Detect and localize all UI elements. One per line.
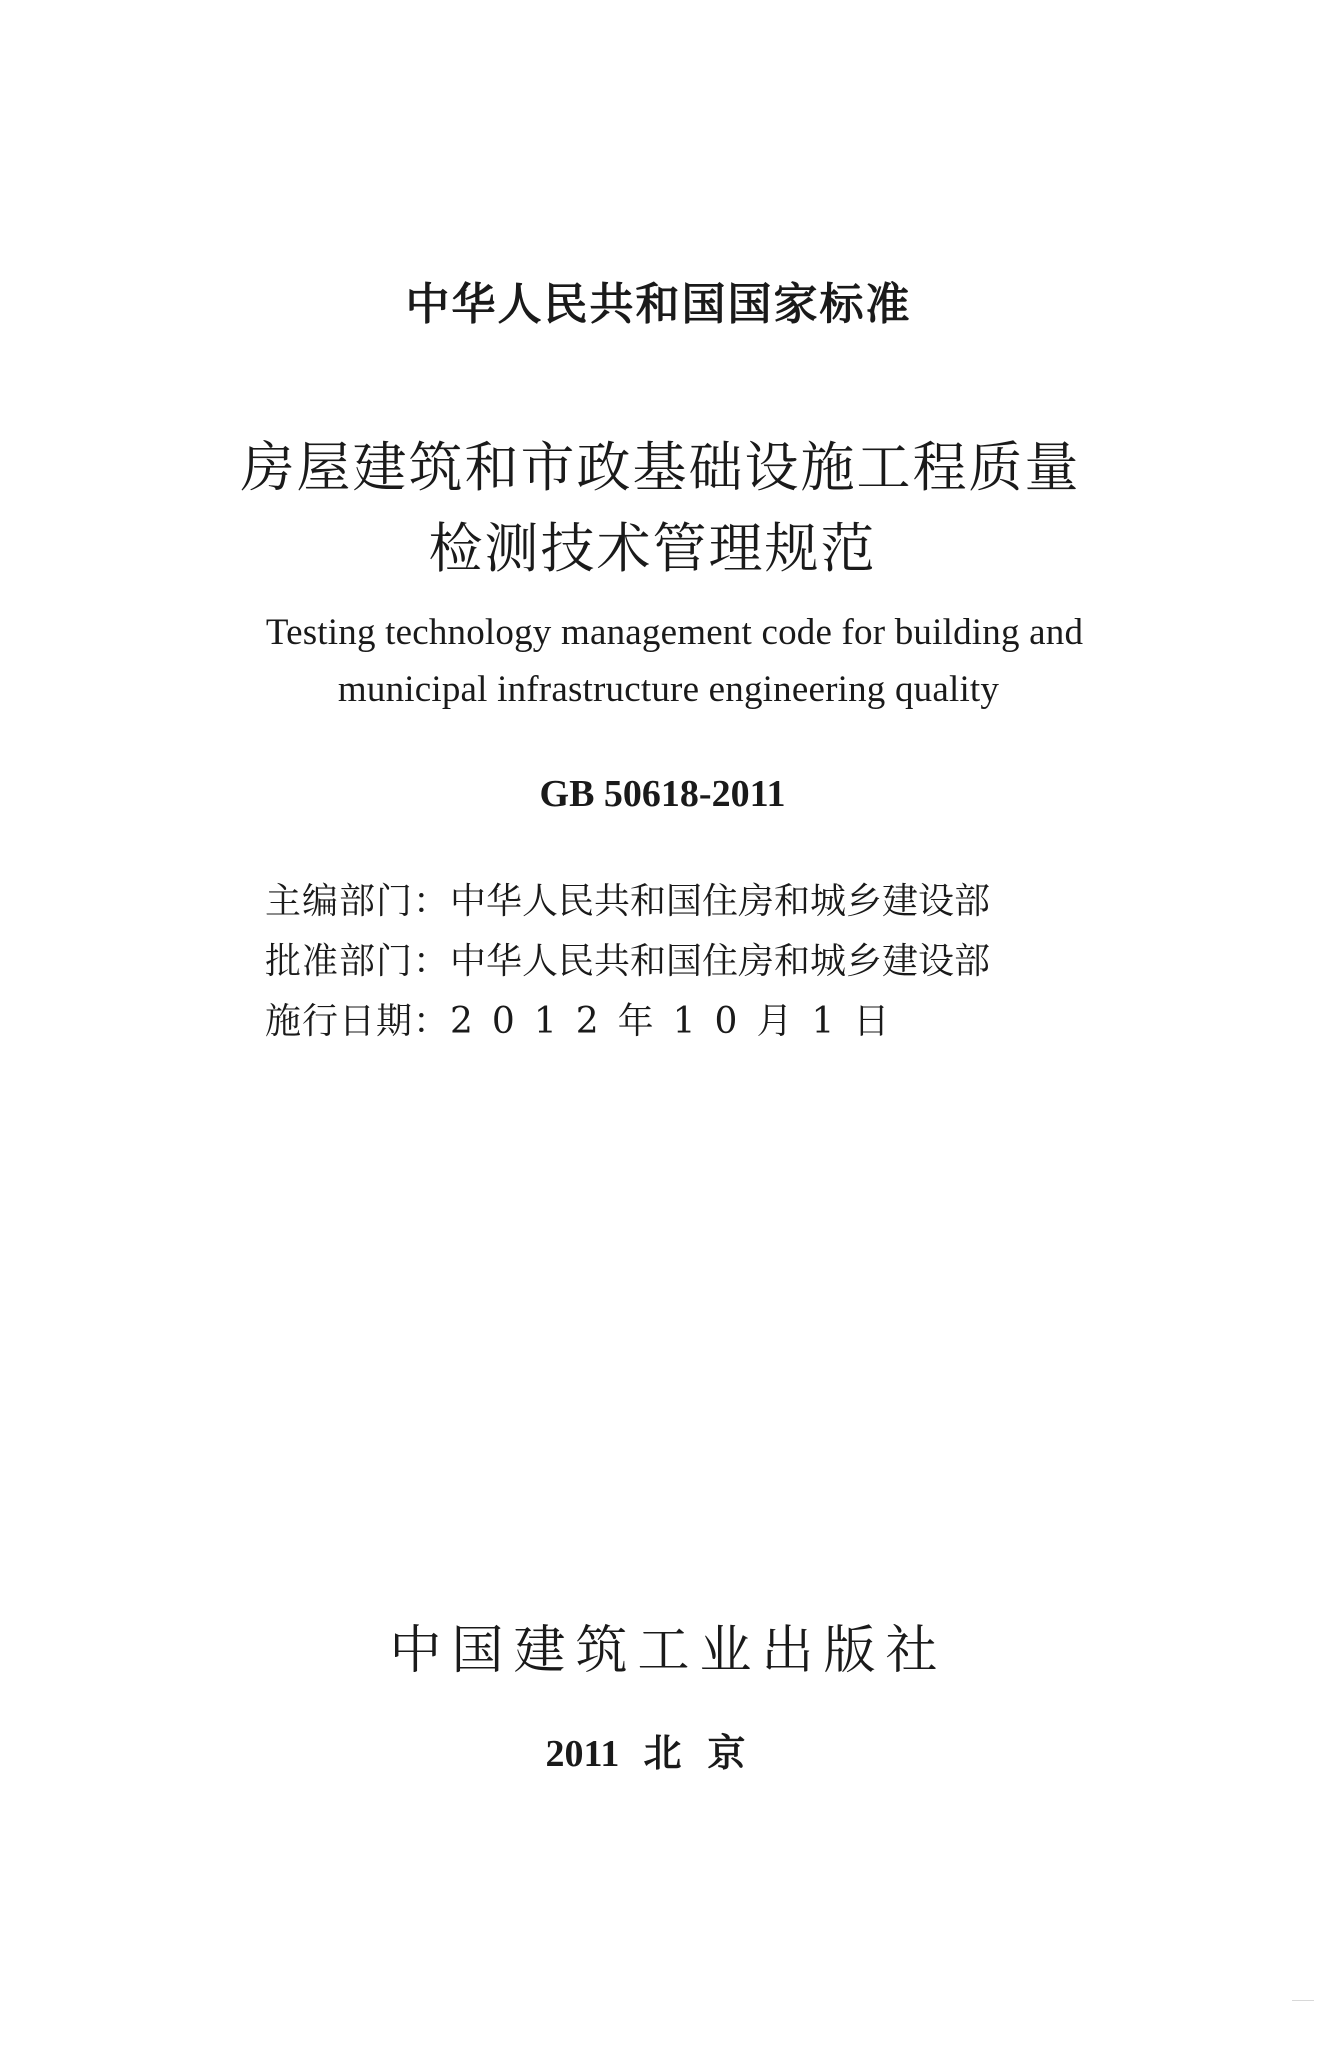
approval-label: 批准部门： <box>265 941 451 982</box>
chinese-title-line-1: 房屋建筑和市政基础设施工程质量 <box>240 436 1081 499</box>
effective-date-row <box>265 993 908 1044</box>
approval-row <box>265 933 990 984</box>
scan-artifact <box>1292 2000 1314 2001</box>
chief-editor-row <box>265 873 990 924</box>
standard-code: GB 50618-2011 <box>539 773 786 815</box>
publisher-name: 中国建筑工业出版社 <box>389 1621 948 1681</box>
effective-date-label: 施行日期： <box>265 1001 451 1042</box>
chief-editor-label: 主编部门： <box>265 881 451 922</box>
publication-line <box>0 1722 1325 1777</box>
chief-editor-value: 中华人民共和国住房和城乡建设部 <box>450 881 991 922</box>
publication-city: 北京 <box>643 1731 772 1775</box>
effective-date-value: 2012年10月1日 <box>450 1001 909 1042</box>
english-title-line-2: municipal infrastructure engineering quality <box>337 669 1000 710</box>
approval-value: 中华人民共和国住房和城乡建设部 <box>450 941 991 982</box>
standard-series-title: 中华人民共和国国家标准 <box>405 279 912 330</box>
chinese-title-line-2: 检测技术管理规范 <box>428 517 877 580</box>
publication-year: 2011 <box>545 1733 620 1775</box>
english-title-line-1: Testing technology management code for building and <box>265 612 1084 653</box>
